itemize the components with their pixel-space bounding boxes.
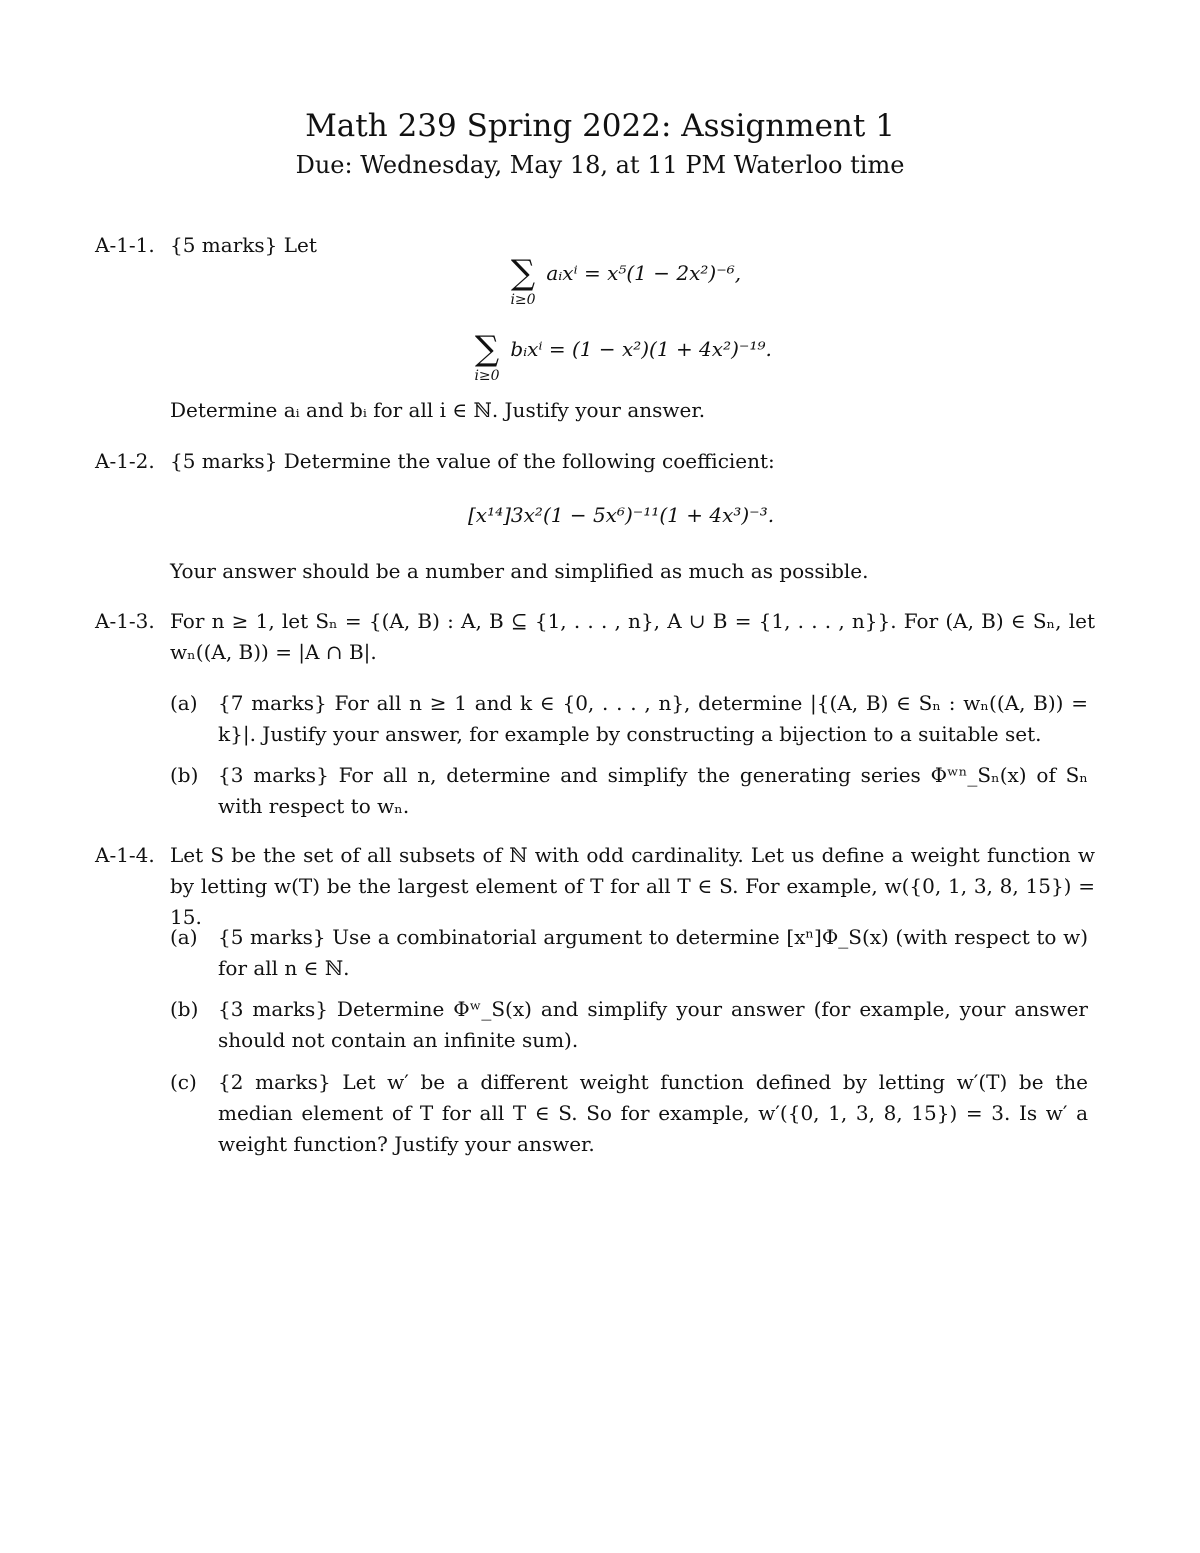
equation-b-text: bᵢxⁱ = (1 − x²)(1 + 4x²)⁻¹⁹. [510,337,772,361]
coefficient-equation: [x¹⁴]3x²(1 − 5x⁶)⁻¹¹(1 + 4x³)⁻³. [468,503,775,527]
problem-label: A-1-1. [95,233,155,257]
summation-symbol: ∑ i≥0 [510,253,536,308]
summation-symbol: ∑ i≥0 [474,329,500,384]
equation-a-text: aᵢxⁱ = x⁵(1 − 2x²)⁻⁶, [546,261,742,285]
equation-b [470,329,772,384]
problem-label: A-1-4. [95,843,155,867]
problem-a-1-2-conclusion [95,556,1095,587]
part-label: (c) [170,1070,197,1094]
part-a [170,688,1088,750]
part-a [170,922,1088,984]
part-text: {5 marks} Use a combinatorial argument to determine [xⁿ]Φ_S(x) (with respect to w) for all n ∈ ℕ. [218,925,1088,980]
part-text: {2 marks} Let w′ be a different weight function defined by letting w′(T) be the median element of T for all T ∈ S. So for example, w′({0, 1, 3, 8, 15}) = 3. Is w′ a weight function? Justify your answer. [218,1070,1088,1156]
part-label: (a) [170,691,198,715]
problem-conclusion: Your answer should be a number and simplified as much as possible. [170,559,869,583]
problem-a-1-4 [95,840,1095,933]
part-c [170,1067,1088,1160]
part-label: (b) [170,997,199,1021]
problem-label: A-1-2. [95,449,155,473]
problem-a-1-3 [95,606,1095,668]
problem-intro: {5 marks} Let [170,233,317,257]
problem-a-1-1-conclusion [95,395,1095,426]
problem-a-1-2 [95,446,1095,477]
part-text: {3 marks} For all n, determine and simplify the generating series Φʷⁿ_Sₙ(x) of Sₙ with respect to wₙ. [218,763,1088,818]
problem-intro: {5 marks} Determine the value of the following coefficient: [170,449,775,473]
equation-a [506,253,742,308]
problem-conclusion: Determine aᵢ and bᵢ for all i ∈ ℕ. Justify your answer. [170,398,706,422]
part-b [170,760,1088,822]
part-text: {3 marks} Determine Φʷ_S(x) and simplify your answer (for example, your answer should not contain an infinite sum). [218,997,1088,1052]
part-b [170,994,1088,1056]
page-title: Math 239 Spring 2022: Assignment 1 [305,108,895,144]
problem-intro: For n ≥ 1, let Sₙ = {(A, B) : A, B ⊆ {1, . . . , n}, A ∪ B = {1, . . . , n}}. For (A, B) ∈ Sₙ, let wₙ((A, B)) = |A ∩ B|. [170,609,1095,664]
problem-intro: Let S be the set of all subsets of ℕ with odd cardinality. Let us define a weight function w by letting w(T) be the largest element of T for all T ∈ S. For example, w({0, 1, 3, 8, 15}) = 15. [170,843,1095,929]
problem-label: A-1-3. [95,609,155,633]
part-text: {7 marks} For all n ≥ 1 and k ∈ {0, . . . , n}, determine |{(A, B) ∈ Sₙ : wₙ((A, B)) = k}|. Justify your answer, for example by constructing a bijection to a suitable set. [218,691,1088,746]
part-label: (b) [170,763,199,787]
part-label: (a) [170,925,198,949]
due-date: Due: Wednesday, May 18, at 11 PM Waterloo time [295,151,905,179]
